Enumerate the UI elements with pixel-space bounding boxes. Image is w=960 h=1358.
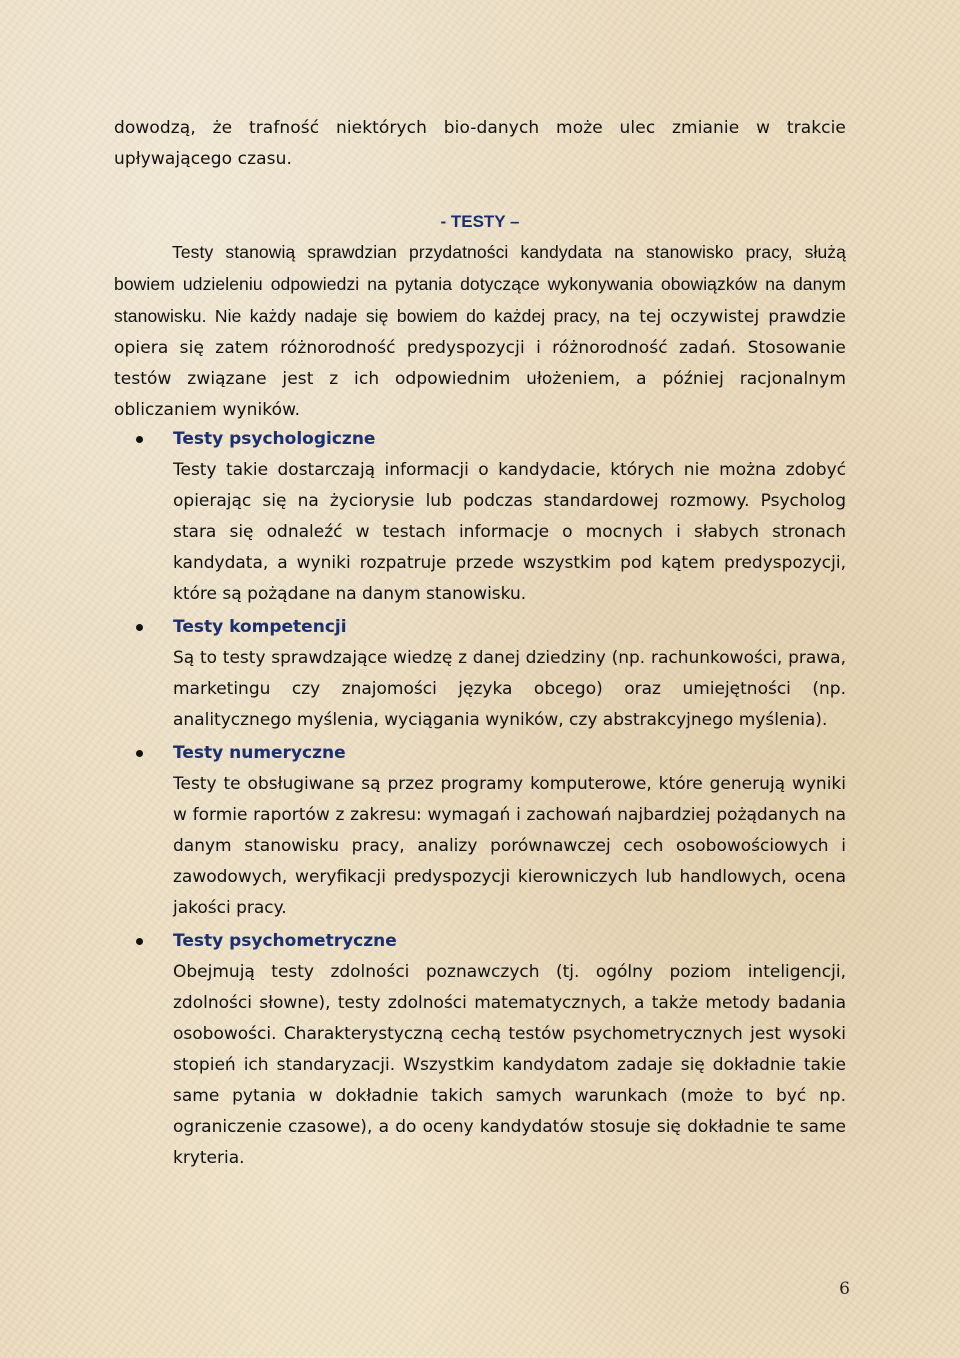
list-item-psychometryczne xyxy=(130,926,846,1174)
test-types-list xyxy=(130,424,846,1174)
section-heading: - TESTY – xyxy=(440,212,520,231)
list-item-title: Testy psychometryczne xyxy=(173,931,397,951)
list-item-title: Testy kompetencji xyxy=(173,617,347,637)
list-item-body: Są to testy sprawdzające wiedzę z danej dziedziny (np. rachunkowości, prawa, marketingu czy znajomości języka obcego) oraz umiejętności (np. analitycznego myślenia, wyciągania wyników, czy abstrakcyjnego myślenia). xyxy=(173,648,846,730)
intro-paragraph: dowodzą, że trafność niektórych bio-danych może ulec zmianie w trakcie upływającego czasu. xyxy=(114,118,846,169)
list-item-body: Testy te obsługiwane są przez programy komputerowe, które generują wyniki w formie raportów z zakresu: wymagań i zachowań najbardziej pożądanych na danym stanowisku pracy, analizy porównawczej cech osobowościowych i zawodowych, weryfikacji predyspozycji kierowniczych lub handlowych, ocena jakości pracy. xyxy=(173,774,846,918)
list-item-numeryczne xyxy=(130,738,846,924)
list-item-body: Testy takie dostarczają informacji o kandydacie, których nie można zdobyć opierając się na życiorysie lub podczas standardowej rozmowy. Psycholog stara się odnaleźć w testach informacje o mocnych i słabych stronach kandydata, a wyniki rozpatruje przede wszystkim pod kątem predyspozycji, które są pożądane na danym stanowisku. xyxy=(173,460,846,604)
bullet-icon xyxy=(136,750,143,757)
bullet-icon xyxy=(136,938,143,945)
main-paragraph-part2: na tej oczywistej prawdzie opiera się zatem różnorodność predyspozycji i różnorodność zadań. Stosowanie testów związane jest z ich odpowiednim ułożeniem, a później racjonalnym obliczaniem wyników. xyxy=(114,307,846,420)
list-item-psychologiczne xyxy=(130,424,846,610)
page-number: 6 xyxy=(839,1279,850,1299)
bullet-icon xyxy=(136,624,143,631)
bullet-icon xyxy=(136,436,143,443)
list-item-title: Testy numeryczne xyxy=(173,743,346,763)
main-paragraph-part1: Testy stanowią sprawdzian przydatności kandydata na stanowisko pracy, służą bowiem udzieleniu odpowiedzi na pytania dotyczące wykonywania obowiązków na danym stanowisku. Nie każdy nadaje się bowiem do każdej pracy, xyxy=(114,242,846,326)
list-item-kompetencji xyxy=(130,612,846,736)
main-paragraph xyxy=(114,237,846,426)
list-item-body: Obejmują testy zdolności poznawczych (tj. ogólny poziom inteligencji, zdolności słowne), testy zdolności matematycznych, a także metody badania osobowości. Charakterystyczną cechą testów psychometrycznych jest wysoki stopień ich standaryzacji. Wszystkim kandydatom zadaje się dokładnie takie same pytania w dokładnie takich samych warunkach (może to być np. ograniczenie czasowe), a do oceny kandydatów stosuje się dokładnie te same kryteria. xyxy=(173,962,846,1168)
list-item-title: Testy psychologiczne xyxy=(173,429,376,449)
